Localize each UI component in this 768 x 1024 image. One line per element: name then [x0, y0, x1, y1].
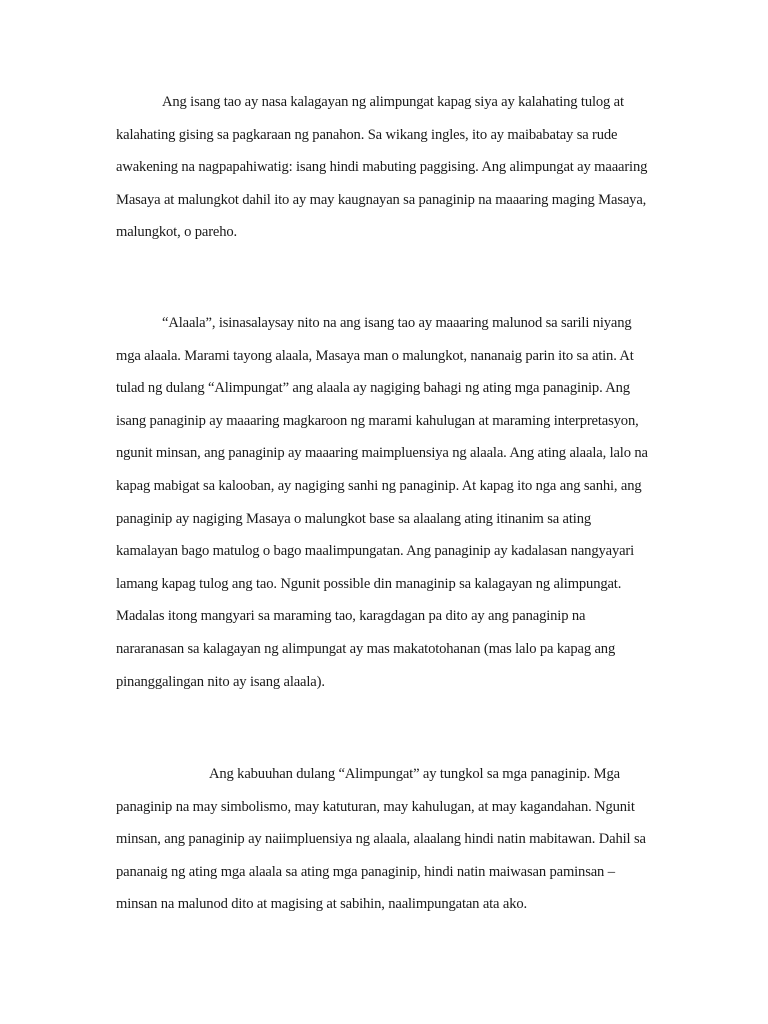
- paragraph-line: Ang isang tao ay nasa kalagayan ng alimpungat kapag siya ay kalahating tulog at: [162, 94, 624, 110]
- paragraph-3: [116, 758, 656, 921]
- paragraph-line: minsan, ang panaginip ay naiimpluensiya ng alaala, alaalang hindi natin mabitawan. Dahil sa: [116, 831, 646, 848]
- paragraph-line: panaginip na may simbolismo, may katuturan, may kahulugan, at may kagandahan. Ngunit: [116, 798, 635, 815]
- paragraph-line: Masaya at malungkot dahil ito ay may kaugnayan sa panaginip na maaaring maging Masaya,: [116, 191, 647, 208]
- paragraph-1: [116, 86, 656, 249]
- paragraph-line: “Alaala”, isinasalaysay nito na ang isang tao ay maaaring malunod sa sarili niyang: [162, 315, 632, 331]
- paragraph-line: nararanasan sa kalagayan ng alimpungat ay mas makatotohanan (mas lalo pa kapag ang: [116, 640, 616, 657]
- paragraph-line: minsan na malunod dito at magising at sabihin, naalimpungatan ata ako.: [116, 896, 528, 913]
- paragraph-line: malungkot, o pareho.: [116, 224, 238, 241]
- paragraph-line: isang panaginip ay maaaring magkaroon ng marami kahulugan at maraming interpretasyon,: [116, 412, 639, 429]
- paragraph-line: awakening na nagpapahiwatig: isang hindi mabuting paggising. Ang alimpungat ay maaaring: [116, 159, 648, 176]
- paragraph-line: kalahating gising sa pagkaraan ng panahon. Sa wikang ingles, ito ay maibabatay sa rude: [116, 126, 618, 143]
- paragraph-line: ngunit minsan, ang panaginip ay maaaring maimpluensiya ng alaala. Ang ating alaala, lalo na: [116, 445, 648, 462]
- paragraph-line: lamang kapag tulog ang tao. Ngunit possible din managinip sa kalagayan ng alimpungat.: [116, 575, 622, 592]
- paragraph-line: kapag mabigat sa kalooban, ay nagiging sanhi ng panaginip. At kapag ito nga ang sanhi, ang: [116, 477, 642, 494]
- paragraph-line: kamalayan bago matulog o bago maalimpungatan. Ang panaginip ay kadalasan nangyayari: [116, 543, 635, 560]
- paragraph-line: mga alaala. Marami tayong alaala, Masaya man o malungkot, nananaig parin ito sa atin. At: [116, 347, 634, 364]
- paragraph-line: pinanggalingan nito ay isang alaala).: [116, 673, 325, 690]
- paragraph-line: pananaig ng ating mga alaala sa ating mga panaginip, hindi natin maiwasan paminsan –: [116, 863, 615, 880]
- paragraph-line: tulad ng dulang “Alimpungat” ang alaala ay nagiging bahagi ng ating mga panaginip. Ang: [116, 380, 630, 397]
- paragraph-line: panaginip ay nagiging Masaya o malungkot base sa alaalang ating itinanim sa ating: [116, 510, 591, 527]
- paragraph-2: [116, 307, 656, 698]
- paragraph-line: Madalas itong mangyari sa maraming tao, karagdagan pa dito ay ang panaginip na: [116, 608, 586, 625]
- paragraph-line: Ang kabuuhan dulang “Alimpungat” ay tungkol sa mga panaginip. Mga: [209, 766, 620, 782]
